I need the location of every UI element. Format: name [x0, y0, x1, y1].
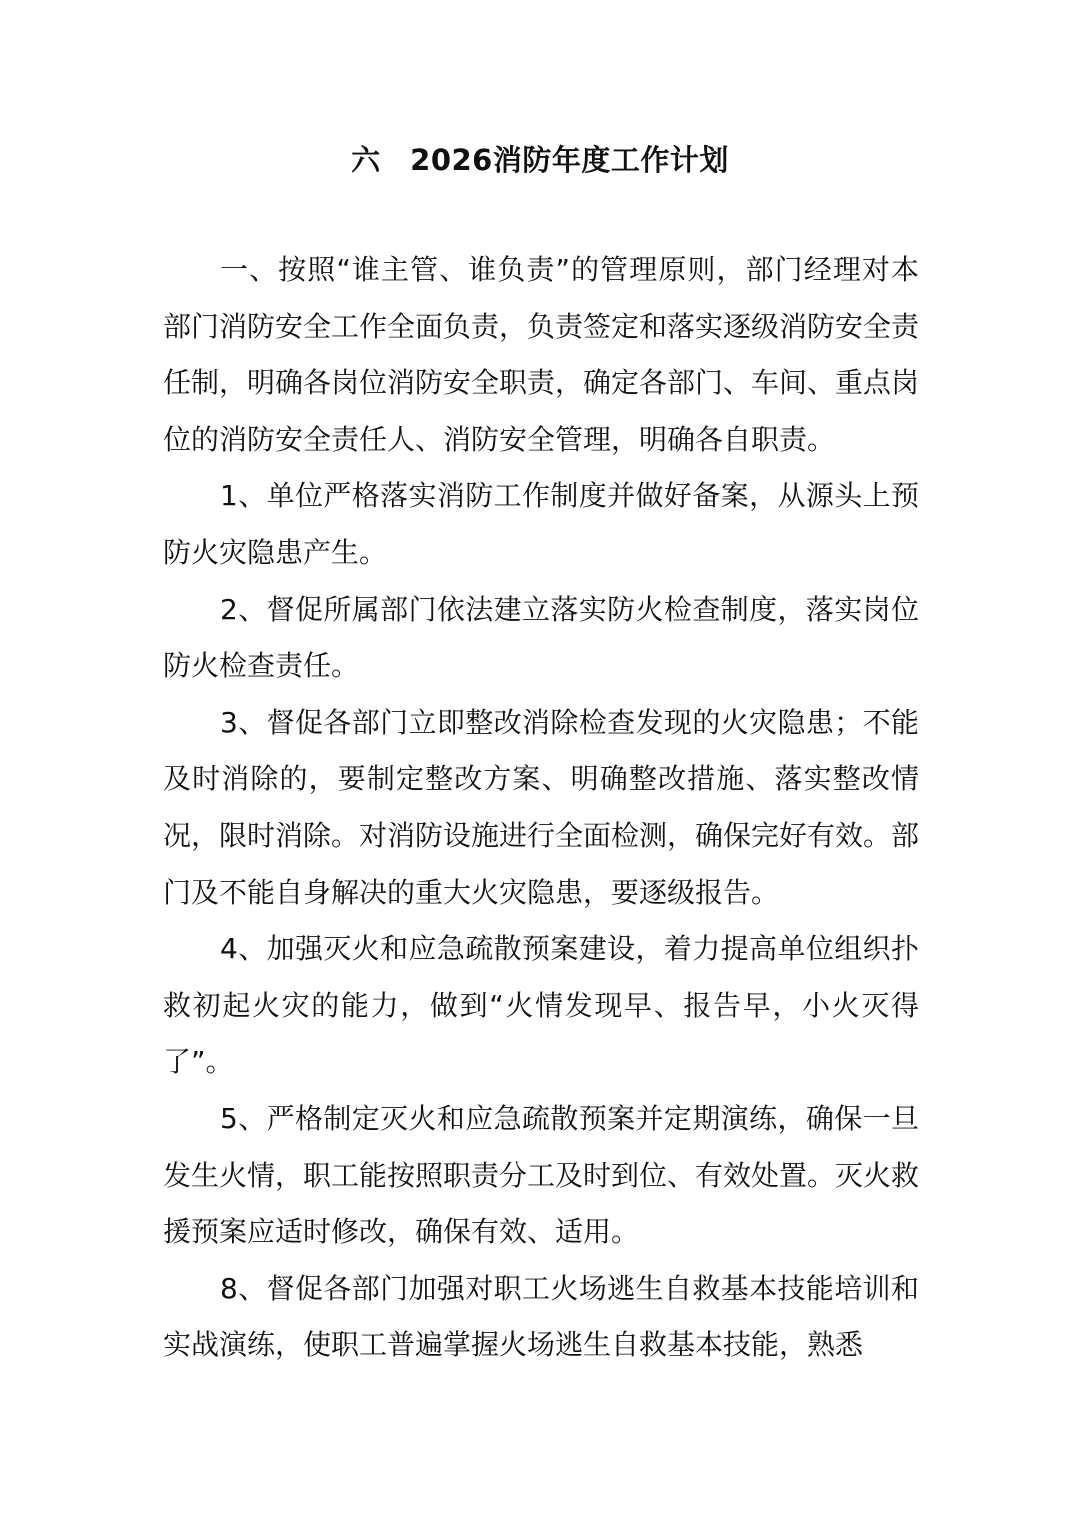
- paragraph-item-3: 3、督促各部门立即整改消除检查发现的火灾隐患；不能及时消除的，要制定整改方案、明确整改措施、落实整改情况，限时消除。对消防设施进行全面检测，确保完好有效。部门及不能自身解决的重大火灾隐患，要逐级报告。: [163, 705, 920, 909]
- paragraph-item-8: 8、督促各部门加强对职工火场逃生自救基本技能培训和实战演练，使职工普遍掌握火场逃生自救基本技能，熟悉: [163, 1271, 919, 1362]
- paragraph-item-5: 5、严格制定灭火和应急疏散预案并定期演练，确保一旦发生火情，职工能按照职责分工及时到位、有效处置。灭火救援预案应适时修改，确保有效、适用。: [163, 1101, 920, 1249]
- document-body: [163, 242, 919, 1374]
- paragraph-principle: 一、按照“谁主管、谁负责”的管理原则，部门经理对本部门消防安全工作全面负责，负责签定和落实逐级消防安全责任制，明确各岗位消防安全职责，确定各部门、车间、重点岗位的消防安全责任人、消防安全管理，明确各自职责。: [163, 253, 920, 456]
- paragraph-item-4: 4、加强灭火和应急疏散预案建设，着力提高单位组织扑救初起火灾的能力，做到“火情发现早、报告早，小火灭得了”。: [163, 932, 919, 1079]
- document-title: 六 2026消防年度工作计划: [351, 143, 729, 177]
- paragraph-item-1: 1、单位严格落实消防工作制度并做好备案，从源头上预防火灾隐患产生。: [163, 479, 919, 569]
- paragraph-item-2: 2、督促所属部门依法建立落实防火检查制度，落实岗位防火检查责任。: [163, 592, 919, 683]
